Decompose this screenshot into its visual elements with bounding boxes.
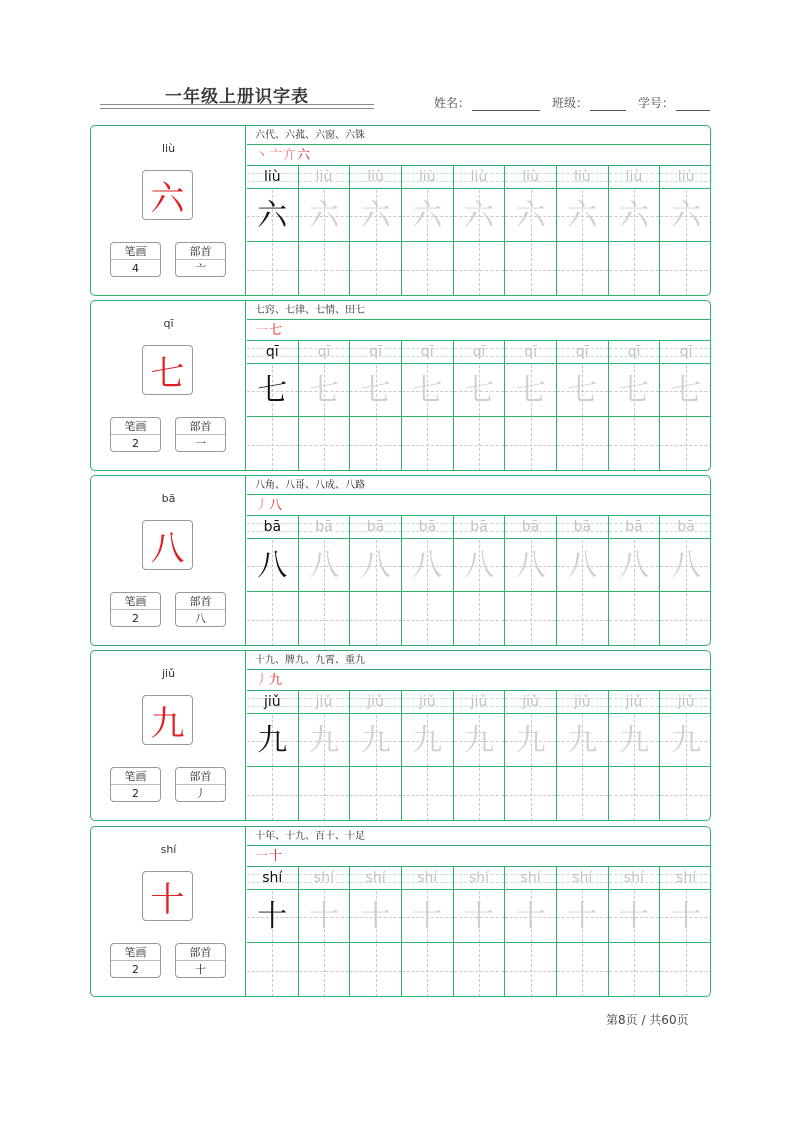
pinyin-guide: shí [505,867,556,890]
radical-value: 八 [195,612,206,625]
character-practice-square[interactable]: 八 [609,540,660,592]
stroke-order [247,320,711,341]
stroke-order [247,670,711,691]
writing-cell[interactable] [609,691,661,821]
character-display: 八 [142,520,193,570]
character-info-panel [91,827,246,996]
page-number: 第8页 / 共60页 [606,1013,689,1027]
stroke-count-box [110,242,161,277]
stroke-order [247,145,711,166]
blank-practice-square[interactable] [609,593,660,646]
blank-practice-square[interactable] [247,768,298,821]
stroke-step: 丿 [255,498,270,513]
character-practice-square[interactable]: 六 [247,190,298,242]
stroke-count-label: 笔画 [111,243,160,260]
blank-practice-square[interactable] [454,593,505,646]
pinyin-guide: liù [299,166,350,189]
character-practice-square[interactable]: 七 [660,365,711,417]
example-words: 八角、八哥、八成、八路 [247,476,711,495]
pinyin-guide: liù [660,166,711,189]
blank-practice-square[interactable] [350,593,401,646]
character-card [90,300,711,471]
stroke-step: 七 [269,323,284,338]
character-practice-square[interactable]: 八 [350,540,401,592]
writing-cell[interactable] [247,166,299,296]
pinyin-guide: shí [402,867,453,890]
pinyin-guide: liù [557,166,608,189]
character-practice-square[interactable]: 十 [247,891,298,943]
stroke-step: 九 [269,673,284,688]
writing-cell[interactable] [557,166,609,296]
pinyin-guide: bā [350,516,401,539]
stroke-count-value: 4 [132,262,139,275]
stroke-count-value: 2 [132,437,139,450]
character-card [90,826,711,997]
blank-practice-square[interactable] [557,418,608,471]
character-practice-square[interactable]: 七 [247,365,298,417]
character-info-panel [91,126,246,295]
writing-cell[interactable] [402,341,454,471]
blank-practice-square[interactable] [299,768,350,821]
stroke-order [247,495,711,516]
blank-practice-square[interactable] [609,768,660,821]
radical-label: 部首 [176,593,225,610]
character-practice-square[interactable]: 九 [454,715,505,767]
writing-cell[interactable] [660,516,711,646]
stroke-step: 丶 [255,148,270,163]
pinyin-guide: bā [454,516,505,539]
character-practice-square[interactable]: 十 [454,891,505,943]
name-field[interactable] [472,99,540,111]
character-pinyin: liù [161,142,176,155]
writing-cell[interactable] [299,341,351,471]
blank-practice-square[interactable] [454,768,505,821]
pinyin-guide: shí [557,867,608,890]
practice-grid [247,691,711,821]
writing-cell[interactable] [247,341,299,471]
character-display: 七 [142,345,193,395]
character-practice-square[interactable]: 八 [247,540,298,592]
writing-cell[interactable] [350,341,402,471]
character-pinyin: shí [160,843,177,856]
stroke-count-value: 2 [132,787,139,800]
stroke-step: 八 [269,498,284,513]
writing-cell[interactable] [402,867,454,997]
character-display: 九 [142,695,193,745]
stroke-step: 丿 [255,673,270,688]
writing-cell[interactable] [247,867,299,997]
blank-practice-square[interactable] [402,418,453,471]
writing-cell[interactable] [505,166,557,296]
example-words: 六代、六菰、六窗、六铢 [247,126,711,145]
pinyin-guide: liù [402,166,453,189]
character-practice-square[interactable]: 九 [299,715,350,767]
writing-cell[interactable] [350,516,402,646]
writing-cell[interactable] [299,166,351,296]
character-info-panel [91,301,246,470]
pinyin-guide: bā [247,516,298,539]
pinyin-guide: qī [247,341,298,364]
example-words: 七窍、七律、七情、田七 [247,301,711,320]
blank-practice-square[interactable] [505,944,556,997]
practice-panel [247,827,711,996]
pinyin-guide: bā [402,516,453,539]
radical-value: 一 [195,437,206,450]
blank-practice-square[interactable] [660,418,711,471]
character-practice-square[interactable]: 九 [505,715,556,767]
radical-box [175,767,226,802]
stroke-count-label: 笔画 [111,944,160,961]
pinyin-guide: qī [402,341,453,364]
stroke-count-value: 2 [132,612,139,625]
page-title: 一年级上册识字表 [165,87,309,107]
blank-practice-square[interactable] [660,768,711,821]
writing-cell[interactable] [454,867,506,997]
radical-label: 部首 [176,944,225,961]
character-practice-square[interactable]: 六 [402,190,453,242]
pinyin-guide: jiǔ [350,691,401,714]
writing-cell[interactable] [505,516,557,646]
character-practice-square[interactable]: 六 [609,190,660,242]
blank-practice-square[interactable] [402,243,453,296]
pinyin-guide: shí [660,867,711,890]
blank-practice-square[interactable] [247,593,298,646]
blank-practice-square[interactable] [660,243,711,296]
pinyin-guide: jiǔ [402,691,453,714]
pinyin-guide: liù [609,166,660,189]
writing-cell[interactable] [350,166,402,296]
stroke-count-label: 笔画 [111,593,160,610]
blank-practice-square[interactable] [247,243,298,296]
blank-practice-square[interactable] [505,768,556,821]
character-practice-square[interactable]: 八 [299,540,350,592]
writing-cell[interactable] [609,341,661,471]
radical-value: 丿 [195,787,206,800]
stroke-step: 一 [255,849,270,864]
character-practice-square[interactable]: 六 [299,190,350,242]
blank-practice-square[interactable] [609,944,660,997]
student-info [434,94,710,111]
character-practice-square[interactable]: 六 [454,190,505,242]
blank-practice-square[interactable] [557,768,608,821]
character-display: 十 [142,871,193,921]
writing-cell[interactable] [454,516,506,646]
writing-cell[interactable] [350,691,402,821]
blank-practice-square[interactable] [402,944,453,997]
character-practice-square[interactable]: 七 [557,365,608,417]
pinyin-guide: liù [247,166,298,189]
practice-grid [247,166,711,296]
blank-practice-square[interactable] [247,418,298,471]
writing-cell[interactable] [299,691,351,821]
writing-cell[interactable] [454,166,506,296]
practice-panel [247,651,711,820]
pinyin-guide: qī [660,341,711,364]
pinyin-guide: bā [557,516,608,539]
blank-practice-square[interactable] [299,944,350,997]
writing-cell[interactable] [505,867,557,997]
character-practice-square[interactable]: 七 [454,365,505,417]
radical-label: 部首 [176,418,225,435]
pinyin-guide: liù [350,166,401,189]
writing-cell[interactable] [299,867,351,997]
pinyin-guide: qī [609,341,660,364]
pinyin-guide: jiǔ [609,691,660,714]
blank-practice-square[interactable] [505,418,556,471]
blank-practice-square[interactable] [660,593,711,646]
character-practice-square[interactable]: 十 [557,891,608,943]
writing-cell[interactable] [557,516,609,646]
pinyin-guide: bā [660,516,711,539]
radical-label: 部首 [176,243,225,260]
practice-panel [247,476,711,645]
blank-practice-square[interactable] [350,944,401,997]
stroke-count-value: 2 [132,963,139,976]
character-practice-square[interactable]: 七 [299,365,350,417]
practice-panel [247,301,711,470]
writing-cell[interactable] [557,867,609,997]
practice-grid [247,867,711,997]
blank-practice-square[interactable] [402,768,453,821]
writing-cell[interactable] [247,516,299,646]
blank-practice-square[interactable] [557,243,608,296]
pinyin-guide: qī [505,341,556,364]
character-practice-square[interactable]: 六 [505,190,556,242]
pinyin-guide: liù [505,166,556,189]
writing-cell[interactable] [557,341,609,471]
pinyin-guide: jiǔ [505,691,556,714]
pinyin-guide: liù [454,166,505,189]
writing-cell[interactable] [350,867,402,997]
character-practice-square[interactable]: 九 [402,715,453,767]
character-display: 六 [142,170,193,220]
pinyin-guide: jiǔ [557,691,608,714]
character-practice-square[interactable]: 九 [350,715,401,767]
character-practice-square[interactable]: 八 [402,540,453,592]
writing-cell[interactable] [299,516,351,646]
writing-cell[interactable] [454,691,506,821]
pinyin-guide: shí [350,867,401,890]
blank-practice-square[interactable] [557,944,608,997]
character-practice-square[interactable]: 九 [609,715,660,767]
character-practice-square[interactable]: 七 [505,365,556,417]
writing-cell[interactable] [402,516,454,646]
pinyin-guide: bā [505,516,556,539]
character-practice-square[interactable]: 六 [350,190,401,242]
character-practice-square[interactable]: 八 [660,540,711,592]
pinyin-guide: qī [350,341,401,364]
writing-cell[interactable] [454,341,506,471]
blank-practice-square[interactable] [505,593,556,646]
blank-practice-square[interactable] [402,593,453,646]
pinyin-guide: bā [299,516,350,539]
character-practice-square[interactable]: 七 [609,365,660,417]
character-practice-square[interactable]: 七 [350,365,401,417]
radical-box [175,592,226,627]
blank-practice-square[interactable] [557,593,608,646]
blank-practice-square[interactable] [299,593,350,646]
radical-label: 部首 [176,768,225,785]
pinyin-guide: jiǔ [454,691,505,714]
writing-cell[interactable] [557,691,609,821]
character-info-panel [91,476,246,645]
blank-practice-square[interactable] [350,243,401,296]
character-practice-square[interactable]: 八 [505,540,556,592]
character-pinyin: jiǔ [161,667,176,680]
character-card [90,125,711,296]
character-card [90,650,711,821]
stroke-step: 亠 [269,148,284,163]
pinyin-guide: qī [299,341,350,364]
character-practice-square[interactable]: 十 [402,891,453,943]
blank-practice-square[interactable] [454,944,505,997]
pinyin-guide: jiǔ [299,691,350,714]
example-words: 十九、牌九、九霄、重九 [247,651,711,670]
blank-practice-square[interactable] [454,418,505,471]
stroke-step: 十 [269,849,284,864]
radical-value: 亠 [195,262,206,275]
title-underline-second [100,108,374,109]
stroke-count-label: 笔画 [111,768,160,785]
character-practice-square[interactable]: 六 [660,190,711,242]
writing-cell[interactable] [505,691,557,821]
class-label: 班级： [552,96,589,110]
writing-cell[interactable] [402,166,454,296]
character-practice-square[interactable]: 十 [505,891,556,943]
example-words: 十年、十九、百十、十足 [247,827,711,846]
name-label: 姓名： [434,96,471,110]
blank-practice-square[interactable] [505,243,556,296]
blank-practice-square[interactable] [609,418,660,471]
stroke-count-box [110,417,161,452]
character-practice-square[interactable]: 六 [557,190,608,242]
radical-value: 十 [195,963,206,976]
blank-practice-square[interactable] [299,243,350,296]
stroke-count-label: 笔画 [111,418,160,435]
writing-cell[interactable] [660,691,711,821]
stroke-step: 亣 [283,148,298,163]
writing-cell[interactable] [505,341,557,471]
character-practice-square[interactable]: 八 [557,540,608,592]
pinyin-guide: qī [557,341,608,364]
stroke-step: 一 [255,323,270,338]
blank-practice-square[interactable] [454,243,505,296]
pinyin-guide: shí [247,867,298,890]
character-info-panel [91,651,246,820]
stroke-count-box [110,943,161,978]
blank-practice-square[interactable] [609,243,660,296]
writing-cell[interactable] [609,166,661,296]
writing-cell[interactable] [609,516,661,646]
class-field[interactable] [590,99,626,111]
character-practice-square[interactable]: 十 [299,891,350,943]
stroke-count-box [110,767,161,802]
character-practice-square[interactable]: 十 [609,891,660,943]
writing-cell[interactable] [247,691,299,821]
practice-grid [247,341,711,471]
student-id-label: 学号： [638,96,675,110]
character-practice-square[interactable]: 十 [660,891,711,943]
stroke-step: 六 [297,148,312,163]
writing-cell[interactable] [402,691,454,821]
radical-box [175,417,226,452]
pinyin-guide: jiǔ [660,691,711,714]
stroke-count-box [110,592,161,627]
student-id-field[interactable] [676,99,710,111]
radical-box [175,242,226,277]
character-pinyin: qī [163,317,174,330]
character-practice-square[interactable]: 七 [402,365,453,417]
stroke-order [247,846,711,867]
pinyin-guide: shí [299,867,350,890]
character-practice-square[interactable]: 九 [247,715,298,767]
character-practice-square[interactable]: 九 [557,715,608,767]
character-practice-square[interactable]: 十 [350,891,401,943]
radical-box [175,943,226,978]
pinyin-guide: qī [454,341,505,364]
character-practice-square[interactable]: 九 [660,715,711,767]
writing-cell[interactable] [660,341,711,471]
writing-cell[interactable] [609,867,661,997]
pinyin-guide: shí [454,867,505,890]
pinyin-guide: shí [609,867,660,890]
blank-practice-square[interactable] [247,944,298,997]
blank-practice-square[interactable] [299,418,350,471]
writing-cell[interactable] [660,166,711,296]
character-pinyin: bā [161,492,176,505]
blank-practice-square[interactable] [660,944,711,997]
practice-grid [247,516,711,646]
pinyin-guide: jiǔ [247,691,298,714]
blank-practice-square[interactable] [350,768,401,821]
practice-panel [247,126,711,295]
pinyin-guide: bā [609,516,660,539]
blank-practice-square[interactable] [350,418,401,471]
writing-cell[interactable] [660,867,711,997]
character-card [90,475,711,646]
character-practice-square[interactable]: 八 [454,540,505,592]
title-underline [100,104,374,105]
